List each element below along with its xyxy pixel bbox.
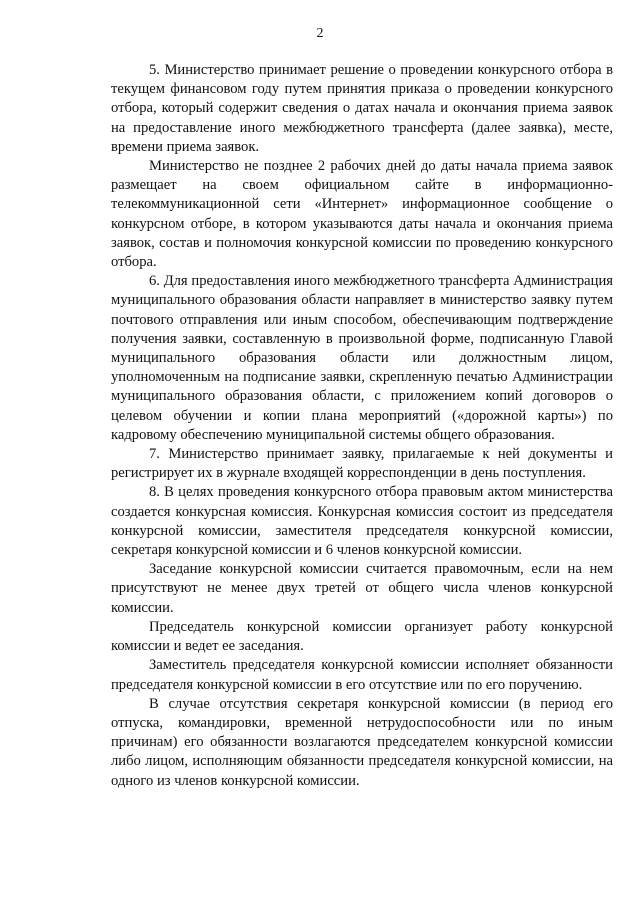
paragraph-chairman: Председатель конкурсной комиссии организует работу конкурсной комиссии и ведет ее заседания.	[111, 618, 613, 655]
paragraph-clause-8: 8. В целях проведения конкурсного отбора правовым актом министерства создается конкурсная комиссия. Конкурсная комиссия состоит из председателя конкурсной комиссии, заместителя председателя конкурсной комиссии, секретаря конкурсной комиссии и 6 членов конкурсной комиссии.	[111, 484, 613, 559]
paragraph-clause-6: 6. Для предоставления иного межбюджетного трансферта Администрация муниципального образования области направляет в министерство заявку путем почтового отправления или иным способом, обеспечивающим подтверждение получения заявки, составленную в произвольной форме, подписанную Главой муниципального образования области или должностным лицом, уполномоченным на подписание заявки, скрепленную печатью Администрации муниципального образования области, с приложением копий договоров о целевом обучении и копии плана мероприятий («дорожной карты») по кадровому обеспечению муниципальной системы общего образования.	[111, 273, 613, 443]
paragraph-announcement: Министерство не позднее 2 рабочих дней до даты начала приема заявок размещает на своем официальном сайте в информационно-телекоммуникационной сети «Интернет» информационное сообщение о конкурсном отборе, в котором указываются даты начала и окончания приема заявок, состав и полномочия конкурсной комиссии по проведению конкурсного отбора.	[111, 158, 613, 271]
paragraph-secretary-absence: В случае отсутствия секретаря конкурсной комиссии (в период его отпуска, командировки, временной нетрудоспособности или по иным причинам) его обязанности возлагаются председателем конкурсной комиссии либо лицом, исполняющим обязанности председателя конкурсной комиссии, на одного из членов конкурсной комиссии.	[111, 695, 613, 789]
paragraph-quorum: Заседание конкурсной комиссии считается правомочным, если на нем присутствуют не менее двух третей от общего числа членов конкурсной комиссии.	[111, 561, 613, 616]
page-number: 2	[316, 26, 324, 41]
document-body	[111, 61, 613, 791]
paragraph-deputy-chairman: Заместитель председателя конкурсной комиссии исполняет обязанности председателя конкурсной комиссии в его отсутствие или по его поручению.	[111, 657, 613, 693]
paragraph-clause-5: 5. Министерство принимает решение о проведении конкурсного отбора в текущем финансовом году путем принятия приказа о проведении конкурсного отбора, который содержит сведения о датах начала и окончания приема заявок на предоставление иного межбюджетного трансферта (далее заявка), месте, времени приема заявок.	[111, 62, 613, 155]
paragraph-clause-7: 7. Министерство принимает заявку, прилагаемые к ней документы и регистрирует их в журнале входящей корреспонденции в день поступления.	[111, 446, 613, 482]
